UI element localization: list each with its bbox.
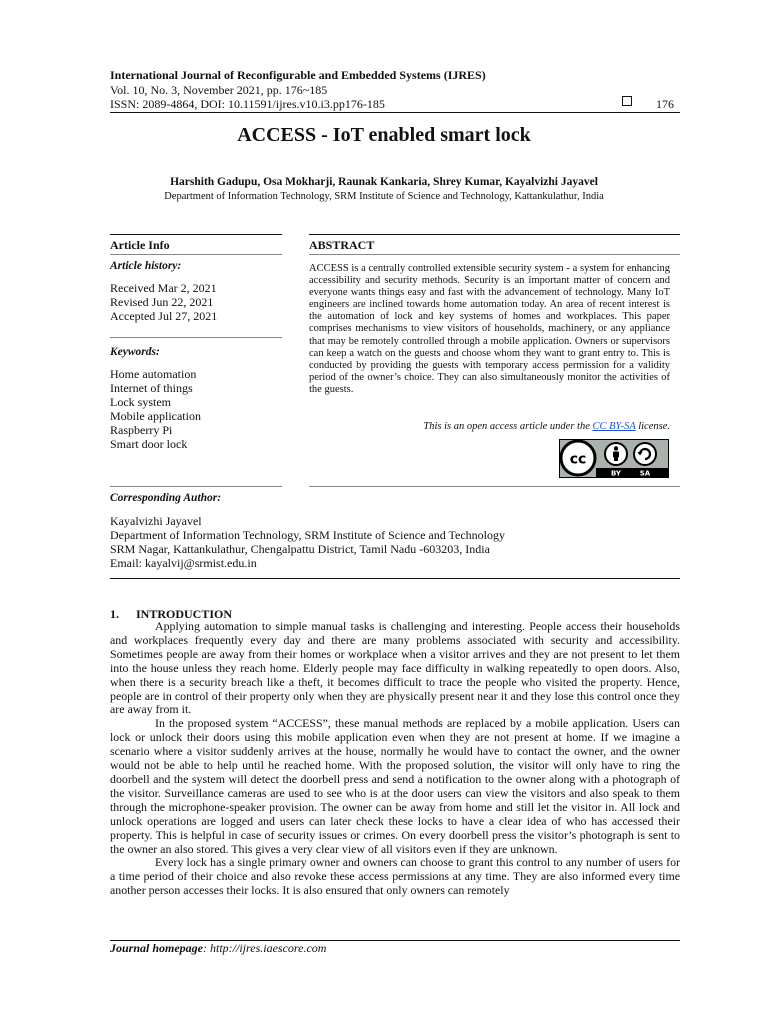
page-number: 176 <box>656 97 674 111</box>
license-link[interactable]: CC BY-SA <box>592 421 636 432</box>
footer-url[interactable]: http://ijres.iaescore.com <box>210 941 327 955</box>
square-icon <box>622 96 632 106</box>
sa-share-icon <box>634 443 656 465</box>
corr-address: SRM Nagar, Kattankulathur, Chengalpattu District, Tamil Nadu -603203, India <box>110 542 490 556</box>
corr-left-rule <box>110 486 282 487</box>
section-number: 1. <box>110 607 119 621</box>
journal-homepage <box>110 941 326 956</box>
open-access-suffix: license. <box>635 421 670 432</box>
section-title: INTRODUCTION <box>136 607 233 621</box>
article-info-heading: Article Info <box>110 238 170 252</box>
paper-title: ACCESS - IoT enabled smart lock <box>237 124 531 146</box>
article-info-rule <box>110 254 282 255</box>
article-history-heading: Article history: <box>110 260 182 272</box>
affiliation: Department of Information Technology, SRM Institute of Science and Technology, Kattankulathur, India <box>164 191 604 202</box>
footer-label: Journal homepage <box>110 941 204 955</box>
article-history-list <box>110 281 217 323</box>
keyword-item: Raspberry Pi <box>110 423 173 437</box>
header-divider <box>110 112 680 113</box>
keywords-heading: Keywords: <box>110 346 160 358</box>
keywords-list <box>110 367 201 451</box>
author-list: Harshith Gadupu, Osa Mokharji, Raunak Kankaria, Shrey Kumar, Kayalvizhi Jayavel <box>170 176 598 188</box>
introduction-body <box>110 620 680 898</box>
paragraph: Applying automation to simple manual tasks is challenging and interesting. People access their households and workplaces frequently every day and there are many problems associated with security and accessibility. Sometimes people are away from their homes or workplace when a visitor arrives and they are not present to let them into the house unless they reach home. Elderly people may face difficulty in walking repeatedly to open doors. Also, when there is a security breach like a theft, it becomes difficult to trace the people who visited the property. Hence, people are in control of their property only when they are physically present near it and they lose this control once they are away from it. <box>110 619 680 717</box>
keyword-item: Smart door lock <box>110 437 188 451</box>
volume-info: Vol. 10, No. 3, November 2021, pp. 176~185 <box>110 83 328 97</box>
history-item: Accepted Jul 27, 2021 <box>110 309 218 323</box>
badge-sa-label: SA <box>639 469 651 478</box>
open-access-prefix: This is an open access article under the <box>423 421 593 432</box>
abstract-heading: ABSTRACT <box>309 238 375 252</box>
cc-logo-text: cc <box>569 451 587 468</box>
abstract-text: ACCESS is a centrally controlled extensible security system - a system for enhancing accessibility and security methods. Security is an important matter of concern and everyone wants things easy and fast with the advancement of technology. Many IoT engineers are inclined towards home automation today. An area of recent interest is the automation of lock and key systems of homes and workplaces. This paper comprises mechanisms to view visitors of households, machinery, or any appliance that may be remotely controlled through a mobile application. Owners or supervisors can keep a watch on the guests and choose whom they want to grant entry to. This is conducted by providing the guests with temporary access permission for a validity period of the owner’s choice. They can also simultaneously monitor the activities of the guests. <box>309 263 670 395</box>
abstract-rule <box>309 254 680 255</box>
corresponding-heading: Corresponding Author: <box>110 492 222 504</box>
corr-dept: Department of Information Technology, SRM Institute of Science and Technology <box>110 528 506 542</box>
badge-by-label: BY <box>610 469 622 478</box>
history-item: Received Mar 2, 2021 <box>110 281 217 295</box>
corr-name: Kayalvizhi Jayavel <box>110 514 202 528</box>
issn-doi: ISSN: 2089-4864, DOI: 10.11591/ijres.v10.i3.pp176-185 <box>110 97 385 111</box>
corr-email[interactable]: Email: kayalvij@srmist.edu.in <box>110 556 257 570</box>
keyword-item: Lock system <box>110 395 171 409</box>
keyword-item: Internet of things <box>110 381 193 395</box>
corr-bottom-rule <box>110 578 680 579</box>
paragraph: Every lock has a single primary owner and owners can choose to grant this control to any number of users for a time period of their choice and also revoke these access permissions at any time. They are also informed every time another person accesses their locks. It is also ensured that only owners can remotely <box>110 855 680 898</box>
keyword-item: Mobile application <box>110 409 201 423</box>
keywords-rule <box>110 337 282 338</box>
journal-name: International Journal of Reconfigurable and Embedded Systems (IJRES) <box>110 68 486 82</box>
cc-by-sa-badge[interactable] <box>559 439 669 478</box>
corr-right-rule <box>309 486 680 487</box>
history-item: Revised Jun 22, 2021 <box>110 295 214 309</box>
paragraph: In the proposed system “ACCESS”, these manual methods are replaced by a mobile application. Users can lock or unlock their doors using this mobile application even when they are not present at home. If we imagine a scenario where a visitor suddenly arrives at the house, normally he would have to contact the owner, and the owner would not be able to help until he reached home. With the proposed solution, the visitor will only have to ring the doorbell and the system will detect the doorbell press and send a notification to the owner along with a photograph of the visitor. Surveillance cameras are used to see who is at the door users can view the visitors and also speak to them through the microphone-speaker provision. The owner can be away from home and still let the visitor in. All lock and unlock operations are logged and users can later check these locks to have a clear idea of who has accessed their property. This is helpful in case of security issues or crimes. On every doorbell press the visitor’s photograph is sent to the owner an also stored. This gives a very clear view of all visitors even if they are unknown. <box>110 716 680 856</box>
corresponding-details <box>110 514 670 570</box>
article-info-top-rule <box>110 234 282 235</box>
abstract-top-rule <box>309 234 680 235</box>
open-access-note <box>309 421 670 432</box>
keyword-item: Home automation <box>110 367 197 381</box>
footer-separator: : <box>203 941 211 955</box>
